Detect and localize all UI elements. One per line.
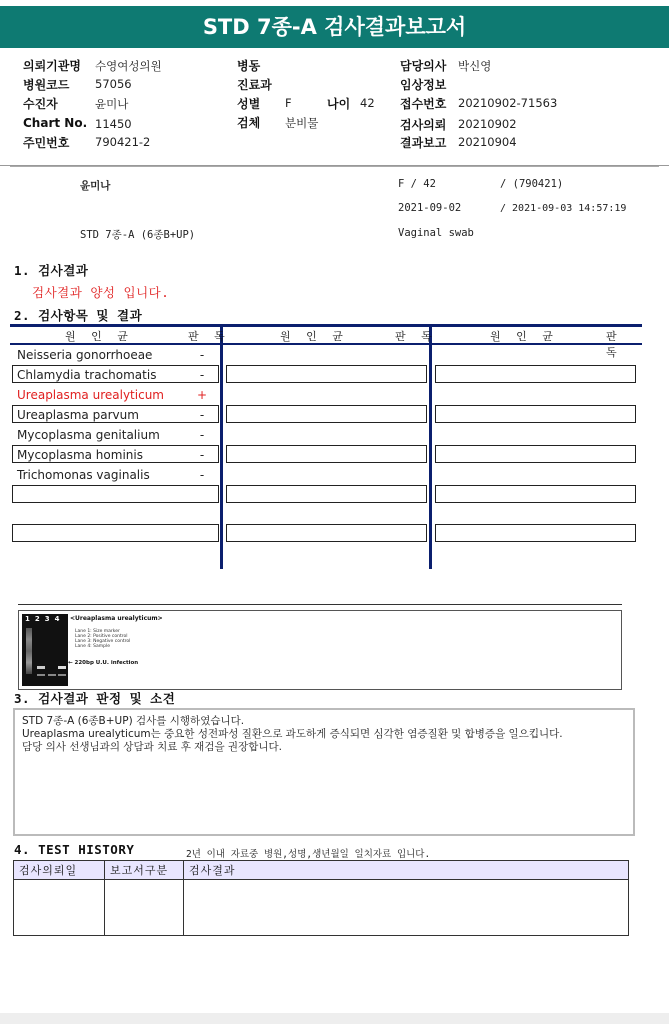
result-row-box [12,485,219,503]
age-label: 나이 [327,97,351,111]
grid-divider-2 [429,324,432,569]
grid-divider-1 [220,324,223,569]
col-organism-1: 원 인 균 [65,330,134,343]
patient-label: 수진자 [23,97,58,111]
chart-value: 11450 [95,117,132,131]
summary-specimen: Vaginal swab [398,227,474,239]
result-row-box [12,524,219,542]
history-table [13,860,629,936]
gel-top-rule [18,604,622,605]
organism-name: Chlamydia trachomatis [17,368,157,382]
history-note: 2년 이내 자료중 병원,성명,생년월일 일치자료 입니다. [186,849,431,860]
gel-band [37,666,45,669]
gel-caption: <Ureaplasma urealyticum> [70,615,163,622]
result-row-box [226,445,427,463]
age-value: 42 [360,96,375,110]
gel-band [58,674,66,676]
sex-value: F [285,96,292,110]
gel-marker-lane [26,628,32,674]
specimen-label: 검체 [237,116,261,130]
gel-band [37,674,45,676]
result-row-box [435,405,636,423]
summary-collect-date: 2021-09-02 [398,202,462,214]
col-organism-3: 원 인 균 [490,330,559,343]
history-col-report-type: 보고서구분 [105,861,184,880]
organism-name: Ureaplasma parvum [17,408,139,422]
request-value: 20210902 [458,117,517,131]
result-row-box [435,485,636,503]
doctor-label: 담당의사 [400,59,447,73]
section4-title: 4. TEST HISTORY [14,842,135,857]
result-row-box [226,405,427,423]
result-row-box [435,445,636,463]
history-cell [184,880,629,936]
history-cell [105,880,184,936]
opinion-line: STD 7종-A (6종B+UP) 검사를 시행하였습니다. [22,715,245,727]
col-judgment-2: 판 독 [395,330,438,343]
history-col-result: 검사결과 [184,861,629,880]
dept-label: 진료과 [237,78,272,92]
result-row-box [435,524,636,542]
receipt-value: 20210902-71563 [458,96,558,110]
hospital-label: 의뢰기관명 [23,59,81,73]
code-label: 병원코드 [23,78,70,92]
patient-value: 윤미나 [95,97,129,111]
gel-band-label: ← 220bp U.U. infection [68,660,139,666]
ward-label: 병동 [237,59,261,73]
summary-divider [10,166,659,167]
result-statement: 검사결과 양성 입니다. [32,285,170,300]
summary-test-name: STD 7종-A (6종B+UP) [80,229,196,241]
summary-sex-age: F / 42 [398,178,436,190]
organism-judgment: - [199,348,205,362]
organism-name: Mycoplasma hominis [17,448,143,462]
organism-judgment: - [199,448,205,462]
receipt-label: 접수번호 [400,97,447,111]
result-row-box [226,365,427,383]
organism-judgment-positive: + [196,388,208,402]
organism-judgment: - [199,408,205,422]
organism-judgment: - [199,368,205,382]
history-cell [14,880,105,936]
opinion-line: 담당 의사 선생님과의 상담과 치료 후 재검을 권장합니다. [22,741,282,753]
sex-label: 성별 [237,97,261,111]
organism-name: Neisseria gonorrhoeae [17,348,153,362]
col-organism-2: 원 인 균 [280,330,349,343]
chart-label: Chart No. [23,116,88,130]
report-label: 결과보고 [400,136,447,150]
page-footer-bar [0,1013,669,1024]
report-value: 20210904 [458,135,517,149]
organism-name: Trichomonas vaginalis [17,468,150,482]
request-label: 검사의뢰 [400,118,447,132]
clinical-label: 임상정보 [400,78,447,92]
organism-judgment: - [199,468,205,482]
opinion-box [13,708,635,836]
result-row-box [226,524,427,542]
gel-legend: Lane 1: Size marker Lane 2: Positive control Lane 3: Negative control Lane 4: Sample [75,629,131,649]
code-value: 57056 [95,77,132,91]
col-judgment-1: 판 독 [188,330,231,343]
gel-band [58,666,66,669]
summary-report-datetime: / 2021-09-03 14:57:19 [500,203,627,214]
gel-electrophoresis-image [22,614,68,686]
history-col-request-date: 검사의뢰일 [14,861,105,880]
organism-name-positive: Ureaplasma urealyticum [17,388,164,402]
specimen-value: 분비물 [285,116,319,130]
doctor-value: 박신영 [458,59,492,73]
id-label: 주민번호 [23,136,70,150]
grid-top-rule [10,324,642,327]
summary-birth: / (790421) [500,178,564,190]
report-title: STD 7종-A 검사결과보고서 [0,6,669,48]
result-row-box [435,365,636,383]
gel-band [48,674,56,676]
results-grid [10,324,642,574]
id-value: 790421-2 [95,135,151,149]
section2-title: 2. 검사항목 및 결과 [14,308,143,323]
organism-judgment: - [199,428,205,442]
result-row-box [226,485,427,503]
opinion-line: Ureaplasma urealyticum는 중요한 성전파성 질환으로 과도하게 증식되면 심각한 염증질환 및 합병증을 일으킵니다. [22,728,563,740]
hospital-value: 수영여성의원 [95,59,162,73]
col-judgment-3: 판 독 [606,330,623,359]
gel-image-panel [18,610,622,690]
gel-lane-numbers: 1234 [25,615,65,623]
section1-title: 1. 검사결과 [14,263,89,278]
organism-name: Mycoplasma genitalium [17,428,160,442]
section3-title: 3. 검사결과 판정 및 소견 [14,691,176,706]
summary-name: 윤미나 [80,180,111,192]
